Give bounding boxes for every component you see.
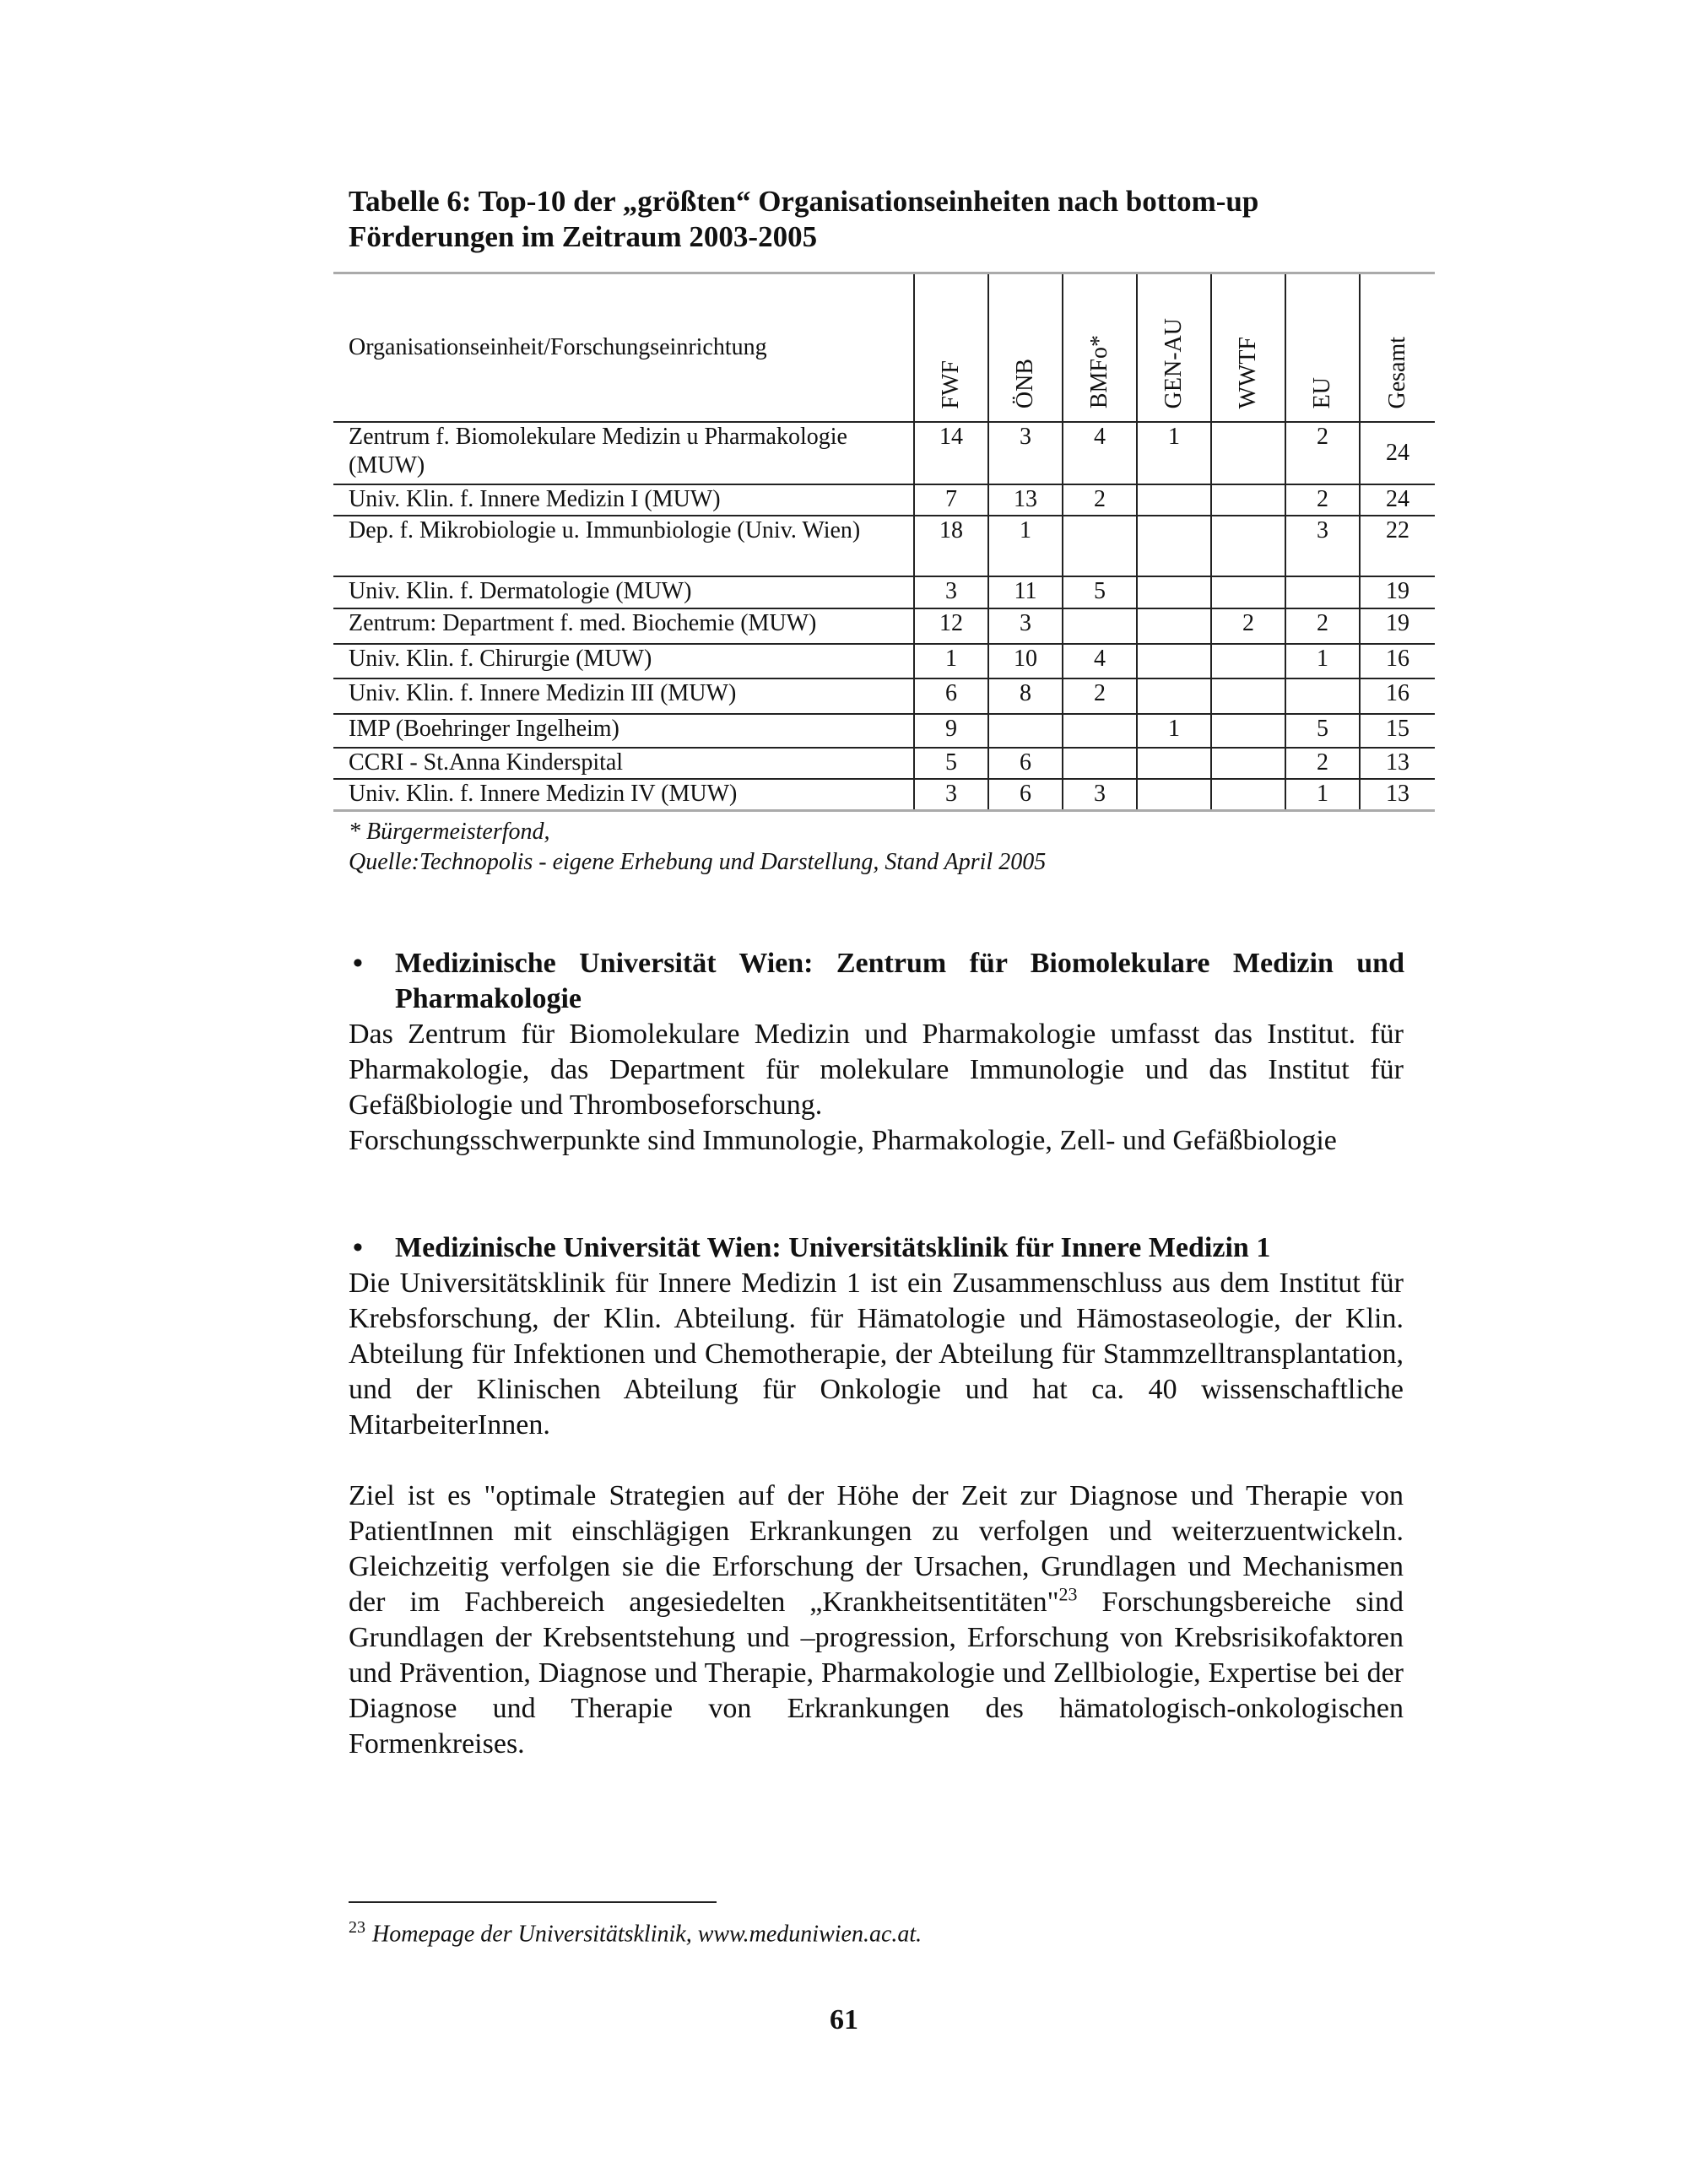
cell-org: Zentrum: Department f. med. Biochemie (MUW) xyxy=(333,608,914,644)
cell-total: 16 xyxy=(1360,644,1435,678)
table-header-row xyxy=(333,273,1435,422)
cell-value xyxy=(1137,644,1211,678)
cell-org: Dep. f. Mikrobiologie u. Immunbiologie (Univ. Wien) xyxy=(333,516,914,576)
cell-value: 14 xyxy=(914,422,988,484)
cell-value xyxy=(1137,484,1211,516)
cell-value: 3 xyxy=(988,422,1063,484)
header-fwf: FWF xyxy=(914,273,988,422)
cell-value: 12 xyxy=(914,608,988,644)
cell-value xyxy=(1137,748,1211,779)
cell-total: 24 xyxy=(1360,484,1435,516)
cell-org: Univ. Klin. f. Dermatologie (MUW) xyxy=(333,576,914,608)
cell-org: Univ. Klin. f. Innere Medizin III (MUW) xyxy=(333,678,914,714)
table-row xyxy=(333,779,1435,811)
cell-org: IMP (Boehringer Ingelheim) xyxy=(333,714,914,748)
cell-total: 19 xyxy=(1360,576,1435,608)
cell-total: 24 xyxy=(1360,422,1435,484)
cell-value: 1 xyxy=(1137,714,1211,748)
cell-value: 6 xyxy=(988,748,1063,779)
header-gen-au: GEN-AU xyxy=(1137,273,1211,422)
funding-table xyxy=(333,272,1435,812)
header-bmfo: BMFo* xyxy=(1063,273,1137,422)
cell-value: 1 xyxy=(1137,422,1211,484)
header-wwtf: WWTF xyxy=(1211,273,1285,422)
table-notes xyxy=(349,817,1046,878)
cell-value xyxy=(1285,678,1360,714)
cell-total: 13 xyxy=(1360,748,1435,779)
cell-value xyxy=(1211,678,1285,714)
paragraph: Das Zentrum für Biomolekulare Medizin und Pharmakologie umfasst das Institut. für Pharmakologie, das Department für molekulare Immunologie und das Institut für Gefäßbiologie und Thromboseforschung. xyxy=(349,1019,1404,1121)
paragraph: Die Universitätsklinik für Innere Medizin 1 ist ein Zusammenschluss aus dem Institut für Krebsforschung, der Klin. Abteilung. für Hämatologie und Hämostaseologie, der Klin. Abteilung für Infektionen und Chemotherapie, der Abteilung für Stammzelltransplantation, und der Klinischen Abteilung für Onkologie und hat ca. 40 wissenschaftliche MitarbeiterInnen. xyxy=(349,1268,1404,1441)
cell-value: 2 xyxy=(1211,608,1285,644)
caption-line-2: Förderungen im Zeitraum 2003-2005 xyxy=(349,220,818,253)
cell-value xyxy=(1211,422,1285,484)
cell-value xyxy=(1137,576,1211,608)
cell-total: 22 xyxy=(1360,516,1435,576)
cell-value: 13 xyxy=(988,484,1063,516)
cell-value: 8 xyxy=(988,678,1063,714)
cell-value: 2 xyxy=(1063,484,1137,516)
cell-value: 1 xyxy=(914,644,988,678)
cell-value xyxy=(1211,516,1285,576)
cell-value: 11 xyxy=(988,576,1063,608)
table-row xyxy=(333,714,1435,748)
cell-value xyxy=(1211,779,1285,811)
header-org: Organisationseinheit/Forschungseinrichtung xyxy=(333,273,914,422)
section-heading-text: Medizinische Universität Wien: Universitätsklinik für Innere Medizin 1 xyxy=(395,1232,1271,1263)
cell-value xyxy=(1137,516,1211,576)
section-body-2 xyxy=(349,1266,1404,1762)
cell-value: 6 xyxy=(988,779,1063,811)
cell-total: 15 xyxy=(1360,714,1435,748)
table-caption xyxy=(349,184,1404,255)
table-row xyxy=(333,516,1435,576)
cell-value xyxy=(1285,576,1360,608)
cell-value: 2 xyxy=(1063,678,1137,714)
cell-value xyxy=(1137,779,1211,811)
cell-value xyxy=(1211,576,1285,608)
cell-total: 13 xyxy=(1360,779,1435,811)
bullet-icon: • xyxy=(353,948,363,979)
cell-value xyxy=(1137,678,1211,714)
cell-value xyxy=(1063,516,1137,576)
cell-value: 1 xyxy=(1285,779,1360,811)
section-body-1 xyxy=(349,1017,1404,1159)
header-oenb: ÖNB xyxy=(988,273,1063,422)
header-eu: EU xyxy=(1285,273,1360,422)
cell-value: 6 xyxy=(914,678,988,714)
footnote-number: 23 xyxy=(349,1918,365,1937)
paragraph: Forschungsschwerpunkte sind Immunologie, Pharmakologie, Zell- und Gefäßbiologie xyxy=(349,1125,1337,1156)
cell-value: 9 xyxy=(914,714,988,748)
cell-value: 3 xyxy=(1063,779,1137,811)
cell-value xyxy=(1063,748,1137,779)
table-row xyxy=(333,576,1435,608)
cell-org: Zentrum f. Biomolekulare Medizin u Pharmakologie (MUW) xyxy=(333,422,914,484)
table-row xyxy=(333,644,1435,678)
section-heading-2 xyxy=(353,1230,1404,1266)
table-source: Quelle:Technopolis - eigene Erhebung und Darstellung, Stand April 2005 xyxy=(349,849,1047,875)
cell-value: 10 xyxy=(988,644,1063,678)
cell-value: 5 xyxy=(1063,576,1137,608)
cell-value: 18 xyxy=(914,516,988,576)
header-gesamt: Gesamt xyxy=(1360,273,1435,422)
cell-value: 2 xyxy=(1285,422,1360,484)
cell-value: 3 xyxy=(914,576,988,608)
caption-line-1: Tabelle 6: Top-10 der „größten“ Organisationseinheiten nach bottom-up xyxy=(349,185,1259,218)
cell-value xyxy=(1137,608,1211,644)
cell-value xyxy=(1211,748,1285,779)
footnote-text: Homepage der Universitätsklinik, www.meduniwien.ac.at. xyxy=(372,1921,922,1948)
footnote xyxy=(349,1912,922,1949)
footnote-divider xyxy=(349,1901,717,1903)
cell-value: 1 xyxy=(1285,644,1360,678)
cell-org: Univ. Klin. f. Innere Medizin IV (MUW) xyxy=(333,779,914,811)
cell-value: 3 xyxy=(988,608,1063,644)
cell-value: 1 xyxy=(988,516,1063,576)
cell-value: 2 xyxy=(1285,748,1360,779)
paragraph: Ziel ist es "optimale Strategien auf der Höhe der Zeit zur Diagnose und Therapie von PatientInnen mit einschlägigen Erkrankungen zu verfolgen und weiterzuentwickeln. Gleichzeitig verfolgen sie die Erforschung der Ursachen, Grundlagen und Mechanismen der im Fachbereich angesiedelten „Krankheitsentitäten"$^{23}$ Forschungsbereiche sind Grundlagen der Krebsentstehung und –progression, Erforschung von Krebsrisikofaktoren und Prävention, Diagnose und Therapie, Pharmakologie und Zellbiologie, Expertise bei der Diagnose und Therapie von Erkrankungen des hämatologisch-onkologischen Formenkreises. xyxy=(349,1480,1404,1760)
table-note-asterisk: * Bürgermeisterfond, xyxy=(349,819,550,845)
section-heading-1 xyxy=(353,946,1404,1017)
cell-org: Univ. Klin. f. Innere Medizin I (MUW) xyxy=(333,484,914,516)
cell-value xyxy=(1063,714,1137,748)
cell-value xyxy=(988,714,1063,748)
footnote-ref[interactable]: 23 xyxy=(1058,1583,1078,1605)
table-row xyxy=(333,484,1435,516)
cell-org: Univ. Klin. f. Chirurgie (MUW) xyxy=(333,644,914,678)
cell-value: 3 xyxy=(914,779,988,811)
cell-value: 2 xyxy=(1285,484,1360,516)
cell-value: 7 xyxy=(914,484,988,516)
cell-value xyxy=(1211,484,1285,516)
cell-value xyxy=(1211,644,1285,678)
cell-value: 4 xyxy=(1063,422,1137,484)
cell-value xyxy=(1211,714,1285,748)
page-number: 61 xyxy=(830,2004,858,2035)
cell-total: 16 xyxy=(1360,678,1435,714)
cell-value: 5 xyxy=(1285,714,1360,748)
cell-total: 19 xyxy=(1360,608,1435,644)
cell-value: 2 xyxy=(1285,608,1360,644)
table-row xyxy=(333,748,1435,779)
cell-value: 5 xyxy=(914,748,988,779)
cell-value: 4 xyxy=(1063,644,1137,678)
cell-org: CCRI - St.Anna Kinderspital xyxy=(333,748,914,779)
table-row xyxy=(333,678,1435,714)
bullet-icon: • xyxy=(353,1232,363,1263)
cell-value xyxy=(1063,608,1137,644)
table-row xyxy=(333,422,1435,484)
section-heading-text: Medizinische Universität Wien: Zentrum für Biomolekulare Medizin und Pharmakologie xyxy=(395,948,1404,1014)
table-row xyxy=(333,608,1435,644)
cell-value: 3 xyxy=(1285,516,1360,576)
